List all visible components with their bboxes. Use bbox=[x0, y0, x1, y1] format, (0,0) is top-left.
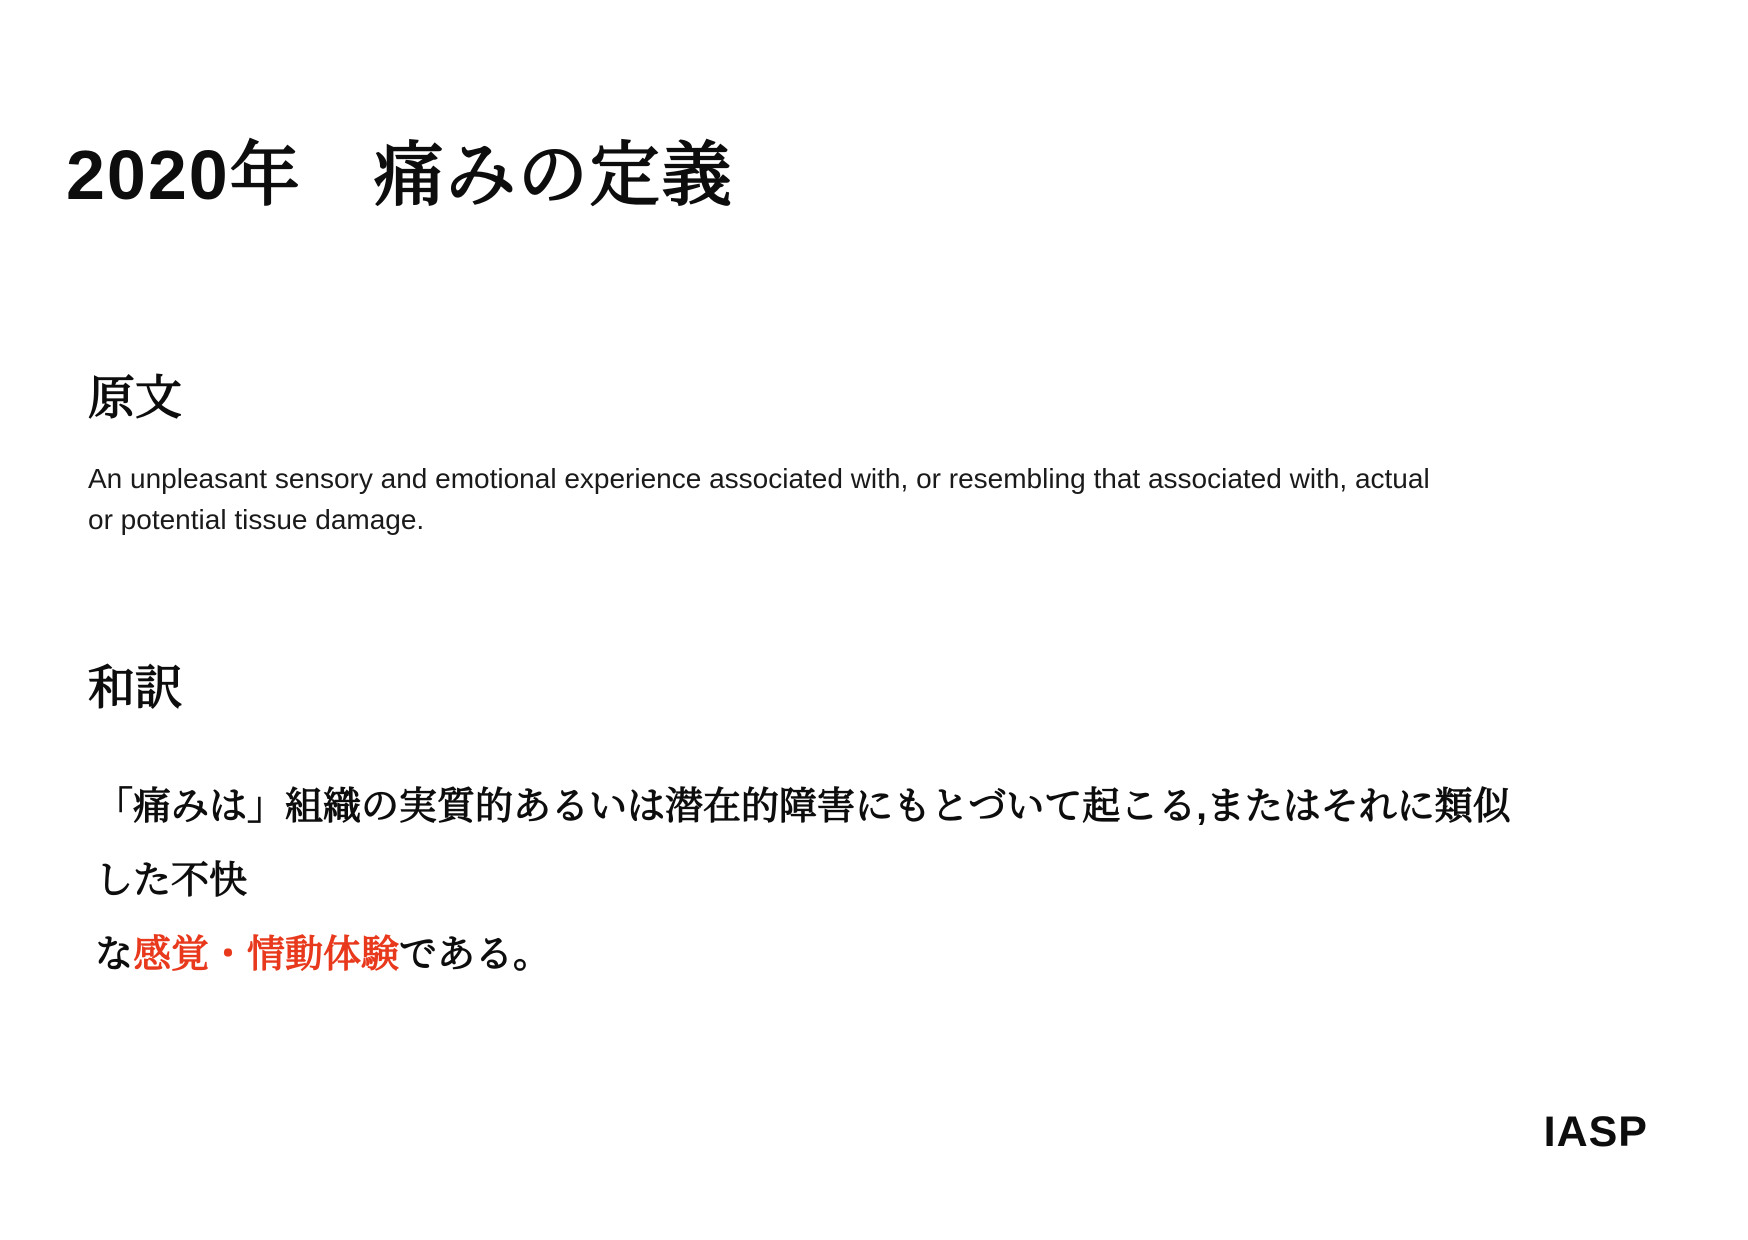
original-definition-text: An unpleasant sensory and emotional experience associated with, or resembling that associated with, actual or potential tissue damage. bbox=[88, 463, 1430, 536]
translation-line2-suffix: である。 bbox=[399, 934, 552, 977]
translation-line2-prefix: な bbox=[95, 934, 134, 977]
translation-definition-text bbox=[95, 770, 1515, 992]
translation-section-heading: 和訳 bbox=[88, 661, 182, 714]
iasp-logo-text: IASP bbox=[1543, 1108, 1648, 1156]
slide-title: 2020年 痛みの定義 bbox=[66, 135, 734, 214]
translation-line1: 「痛みは」組織の実質的あるいは潜在的障害にもとづいて起こる,またはそれに類似した不快 bbox=[95, 786, 1511, 903]
original-section-heading: 原文 bbox=[88, 371, 182, 424]
translation-highlighted-phrase: 感覚・情動体験 bbox=[133, 934, 400, 977]
